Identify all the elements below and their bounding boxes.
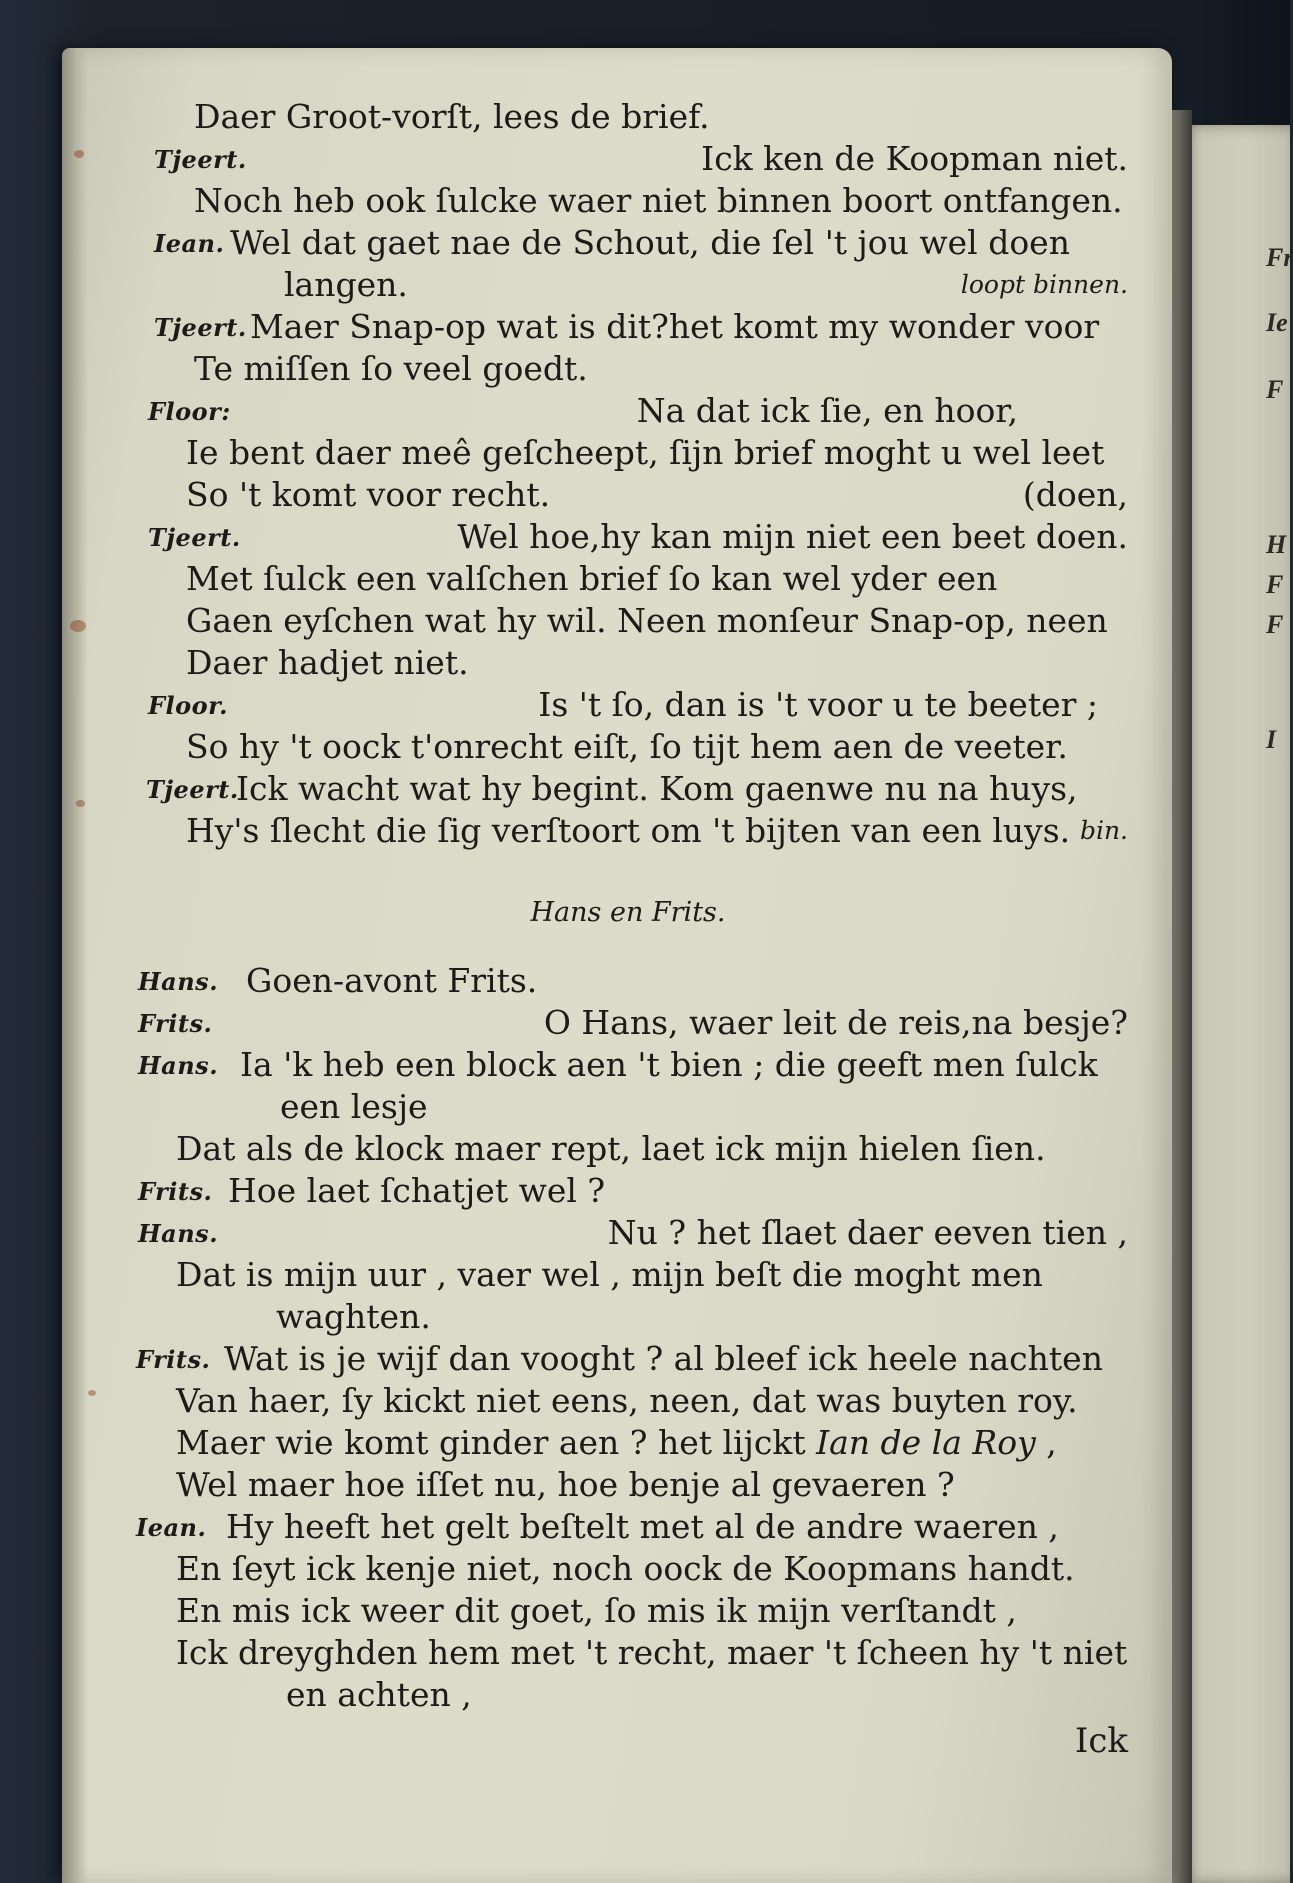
line-text: En mis ick weer dit goet, ſo mis ik mijn verſtandt , <box>176 1591 1017 1630</box>
verse-line <box>128 306 1128 348</box>
verse-line <box>128 810 1128 852</box>
scene-heading: Hans en Frits. <box>530 897 726 928</box>
verse-line <box>128 1212 1128 1254</box>
speaker-name: Tjeert. <box>148 523 241 552</box>
edge-letter: F <box>1266 570 1284 599</box>
line-text-part: Maer wie komt ginder aen ? het lijckt <box>176 1423 806 1462</box>
speaker-name: Frits. <box>138 1177 213 1206</box>
line-text: Ia 'k heb een block aen 't bien ; die geeft men ſulck <box>240 1045 1098 1084</box>
verse-line <box>128 1674 1128 1716</box>
verse-line <box>128 180 1128 222</box>
verse-line <box>128 432 1128 474</box>
line-text: waghten. <box>276 1297 431 1336</box>
speaker-name: Hans. <box>138 1051 219 1080</box>
verse-line <box>128 1128 1128 1170</box>
edge-letter: F <box>1266 610 1284 639</box>
line-text: Dat is mijn uur , vaer wel , mijn beſt die moght men <box>176 1255 1043 1294</box>
line-text: O Hans, waer leit de reis,na besje? <box>543 1003 1128 1042</box>
verse-line <box>128 600 1128 642</box>
line-text: Goen-avont Frits. <box>246 961 538 1000</box>
edge-letter: F <box>1266 375 1284 404</box>
foxing-stain <box>76 800 85 807</box>
verse-line <box>128 390 1128 432</box>
catchword: Ick <box>1074 1721 1128 1761</box>
line-text-runover: (doen, <box>1022 475 1128 514</box>
edge-letter: Ie <box>1266 308 1288 337</box>
speaker-name: Hans. <box>138 967 219 996</box>
verse-line <box>128 96 1128 138</box>
line-text <box>176 1422 1057 1464</box>
verse-line <box>128 1506 1128 1548</box>
verse-line <box>128 684 1128 726</box>
verse-line <box>128 1422 1128 1464</box>
page-edge-shadow <box>62 48 88 1883</box>
play-text <box>128 96 1128 1816</box>
line-text: Wel dat gaet nae de Schout, die ſel 't jou wel doen <box>230 223 1070 262</box>
foxing-stain <box>88 1390 96 1396</box>
line-text: So 't komt voor recht. <box>186 475 551 514</box>
verse-line <box>128 642 1128 684</box>
line-text: Ick wacht wat hy begint. Kom gaenwe nu na huys, <box>236 769 1078 808</box>
line-text: Daer hadjet niet. <box>186 643 469 682</box>
verse-line <box>128 726 1128 768</box>
line-text: So hy 't oock t'onrecht eiſt, ſo tijt hem aen de veeter. <box>186 727 1068 766</box>
line-text: Gaen eyſchen wat hy wil. Neen monſeur Snap-op, neen <box>186 601 1108 640</box>
verse-line <box>128 348 1128 390</box>
speaker-name: Iean. <box>154 229 225 258</box>
line-text: Wel hoe,hy kan mijn niet een beet doen. <box>457 517 1128 556</box>
line-text: langen. <box>284 265 408 304</box>
verse-line <box>128 1296 1128 1338</box>
line-text: een lesje <box>280 1087 428 1126</box>
line-text: Nu ? het ſlaet daer eeven tien , <box>607 1213 1128 1252</box>
edge-letter: Fr <box>1266 243 1293 272</box>
verse-line <box>128 1254 1128 1296</box>
line-text: Ick dreyghden hem met 't recht, maer 't ſcheen hy 't niet <box>176 1633 1128 1672</box>
line-text: Is 't ſo, dan is 't voor u te beeter ; <box>538 685 1098 724</box>
edge-letter: H <box>1266 530 1287 559</box>
character-name-italic: Ian de la Roy <box>816 1423 1036 1462</box>
verse-line <box>128 1548 1128 1590</box>
edge-letter: I <box>1266 725 1277 754</box>
verse-line <box>128 138 1128 180</box>
verse-line <box>128 558 1128 600</box>
line-text: Hy's ſlecht die ſig verſtoort om 't bijten van een luys. <box>186 811 1071 850</box>
verse-line <box>128 1464 1128 1506</box>
foxing-stain <box>70 620 86 632</box>
verse-line <box>128 1338 1128 1380</box>
line-text: En ſeyt ick kenje niet, noch oock de Koopmans handt. <box>176 1549 1075 1588</box>
verse-line <box>128 516 1128 558</box>
line-text: en achten , <box>286 1675 472 1714</box>
verse-line <box>128 1590 1128 1632</box>
stage-direction: loopt binnen. <box>960 270 1128 299</box>
speaker-name: Floor. <box>148 691 228 720</box>
speaker-name: Tjeert. <box>154 313 247 342</box>
verse-line <box>128 474 1128 516</box>
verse-line <box>128 264 1128 306</box>
speaker-name: Hans. <box>138 1219 219 1248</box>
line-text: Ie bent daer meê geſcheept, ſijn brief moght u wel leet <box>186 433 1105 472</box>
line-text: Ick ken de Koopman niet. <box>701 139 1128 178</box>
foxing-stain <box>74 150 84 158</box>
line-text: Hoe laet ſchatjet wel ? <box>228 1171 606 1210</box>
line-text-part: , <box>1035 1423 1057 1462</box>
stage-direction: bin. <box>1079 816 1128 845</box>
verse-line <box>128 1170 1128 1212</box>
line-text: Wel maer hoe iſſet nu, hoe benje al gevaeren ? <box>176 1465 955 1504</box>
speaker-name: Tjeert. <box>146 775 239 804</box>
verse-line <box>128 768 1128 810</box>
line-text: Maer Snap-op wat is dit?het komt my wonder voor <box>250 307 1100 346</box>
verse-line <box>128 1380 1128 1422</box>
line-text: Daer Groot-vorſt, lees de brief. <box>194 97 710 136</box>
speaker-name: Frits. <box>138 1009 213 1038</box>
line-text: Dat als de klock maer rept, laet ick mijn hielen ſien. <box>176 1129 1046 1168</box>
line-text: Na dat ick ſie, en hoor, <box>636 391 1018 430</box>
line-text: Wat is je wijf dan vooght ? al bleef ick heele nachten <box>224 1339 1103 1378</box>
verse-line <box>128 1044 1128 1086</box>
facing-page-edge <box>1180 125 1293 1883</box>
verse-line <box>128 1632 1128 1674</box>
verse-line <box>128 960 1128 1002</box>
speaker-name: Iean. <box>136 1513 207 1542</box>
line-text: Van haer, ſy kickt niet eens, neen, dat was buyten roy. <box>176 1381 1078 1420</box>
line-text: Hy heeft het gelt beſtelt met al de andre waeren , <box>226 1507 1059 1546</box>
line-text: Met ſulck een valſchen brief ſo kan wel yder een <box>186 559 998 598</box>
verse-line <box>128 1086 1128 1128</box>
speaker-name: Floor: <box>148 397 231 426</box>
line-text: Te miſſen ſo veel goedt. <box>194 349 588 388</box>
verse-line <box>128 222 1128 264</box>
verse-line <box>128 1002 1128 1044</box>
speaker-name: Tjeert. <box>154 145 247 174</box>
speaker-name: Frits. <box>136 1345 211 1374</box>
line-text: Noch heb ook ſulcke waer niet binnen boort ontfangen. <box>194 181 1123 220</box>
